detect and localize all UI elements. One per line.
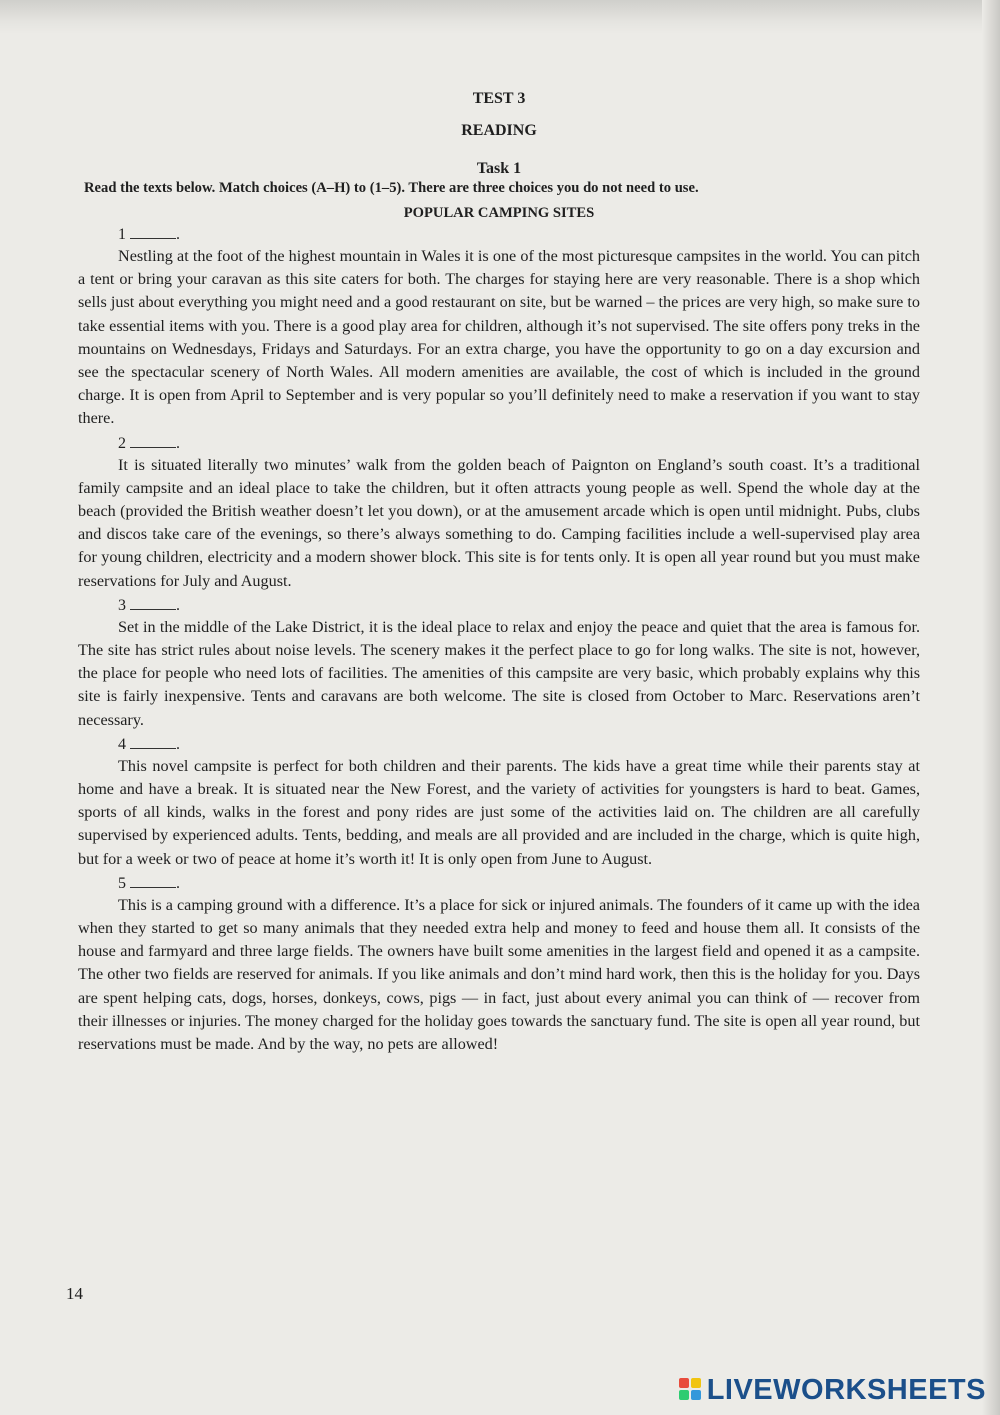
test-title: TEST 3	[472, 90, 526, 107]
item-number-line: 2 .	[118, 434, 180, 452]
scan-shadow-top	[0, 0, 1000, 34]
worksheet-page	[78, 88, 920, 1056]
answer-blank[interactable]	[130, 433, 176, 448]
answer-blank[interactable]	[130, 734, 176, 749]
answer-blank[interactable]	[130, 873, 176, 888]
answer-blank[interactable]	[130, 595, 176, 610]
item-text: It is situated literally two minutes’ walk from the golden beach of Paignton on England’s south coast. It’s a traditional family campsite and an ideal place to take the children, but it often attracts young people as well. Spend the whole day at the beach (provided the British weather doesn’t let you down), or at the amusement arcade which is open until midnight. Pubs, clubs and discos take care of the evenings, so there’s always something to do. Camping facilities include a well-supervised play area for young children, electricity and a modern shower block. This site is for tents only. It is open all year round but you must make reservations for July and August.	[78, 455, 920, 590]
item-number: 2	[118, 434, 126, 452]
item-1	[78, 224, 920, 431]
item-text: Set in the middle of the Lake District, it is the ideal place to relax and enjoy the peace and quiet that the area is famous for. The site has strict rules about noise levels. The scenery makes it the perfect place to go for long walks. The site is not, however, the place for people who need lots of facilities. The amenities of this campsite are very basic, which probably explains why this site is fairly inexpensive. Tents and caravans are both welcome. The site is closed from October to Marc. Reservations aren’t necessary.	[78, 617, 920, 729]
passage-heading: POPULAR CAMPING SITES	[403, 205, 595, 221]
liveworksheets-logo-icon	[679, 1378, 703, 1402]
item-number: 5	[118, 874, 126, 892]
item-5	[78, 873, 920, 1056]
section-title: READING	[461, 122, 537, 139]
item-2	[78, 433, 920, 593]
item-number: 3	[118, 596, 126, 614]
item-text: This novel campsite is perfect for both children and their parents. The kids have a great time while their parents stay at home and have a break. It is situated near the New Forest, and the variety of activities for youngsters is hard to beat. Games, sports of all kinds, walks in the forest and pony rides are just some of the activities laid on. The children are all carefully supervised by experienced adults. Tents, bedding, and meals are all provided and are included in the charge, which is quite high, but for a week or two of peace at home it’s worth it! It is only open from June to August.	[78, 756, 920, 868]
item-number: 4	[118, 735, 126, 753]
task-title: Task 1	[476, 160, 522, 177]
item-number-line: 1 .	[118, 226, 180, 243]
answer-blank[interactable]	[130, 224, 176, 239]
item-number-line: 5 .	[118, 874, 180, 892]
page-number: 14	[66, 1284, 83, 1303]
liveworksheets-wordmark: LIVEWORKSHEETS	[706, 1373, 986, 1406]
liveworksheets-brand[interactable]	[679, 1372, 986, 1408]
item-number-line: 3 .	[118, 596, 180, 614]
item-3	[78, 595, 920, 732]
item-number: 1	[118, 226, 126, 243]
task-instruction: Read the texts below. Match choices (A–H) to (1–5). There are three choices you do not need to use.	[84, 180, 699, 196]
item-text: This is a camping ground with a difference. It’s a place for sick or injured animals. The founders of it came up with the idea when they started to get so many animals that they needed extra help and money to feed and house them all. It consists of the house and farmyard and three large fields. The owners have built some amenities in the largest field and opened it as a campsite. The other two fields are reserved for animals. If you like animals and don’t mind hard work, then this is the holiday for you. Days are spent helping cats, dogs, horses, donkeys, cows, pigs — in fact, just about every animal you can think of — recover from their illnesses or injuries. The money charged for the holiday goes towards the sanctuary fund. The site is open all year round, but reservations must be made. And by the way, no pets are allowed!	[78, 895, 920, 1054]
item-text: Nestling at the foot of the highest mountain in Wales it is one of the most picturesque campsites in the world. You can pitch a tent or bring your caravan as this site caters for both. The charges for staying here are very reasonable. There is a shop which sells just about everything you might need and a good restaurant on site, but be warned – the prices are very high, so make sure to take essential items with you. There is a good play area for children, although it’s not supervised. The site offers pony treks in the mountains on Wednesdays, Fridays and Saturdays. For an extra charge, you have the opportunity to go on a day excursion and see the spectacular scenery of North Wales. All modern amenities are available, the cost of which is included in the ground charge. It is open from April to September and is very popular so you’ll definitely need to make a reservation if you want to stay there.	[78, 247, 920, 428]
item-4	[78, 734, 920, 871]
item-number-line: 4 .	[118, 735, 180, 753]
scan-shadow-right	[982, 0, 1000, 1415]
